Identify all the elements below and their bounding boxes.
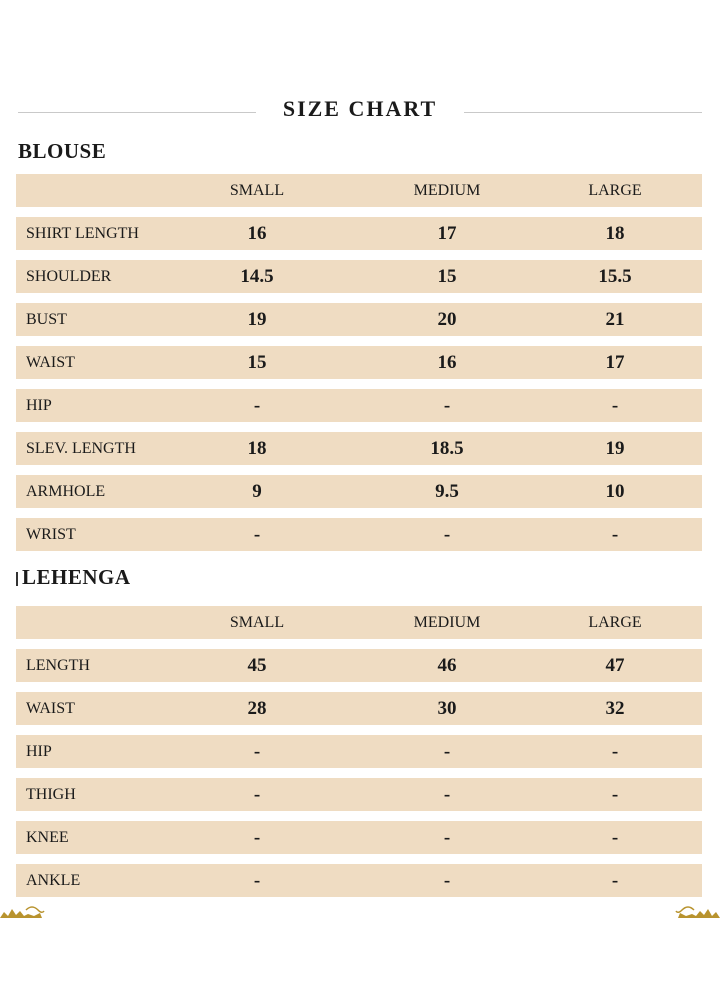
value-large: 18 [605,223,625,244]
table-row [16,389,702,422]
value-small: - [253,741,261,762]
value-medium: 17 [437,223,457,244]
value-large: 19 [605,438,625,459]
value-small: - [253,524,261,545]
value-small: - [253,827,261,848]
row-label: SHOULDER [26,268,112,285]
table-row [16,649,702,682]
row-label: BUST [26,311,67,328]
table-row [16,303,702,336]
gold-ornament-left-icon [0,902,46,918]
value-large: 32 [605,698,625,719]
value-small: 45 [247,655,267,676]
value-medium: - [443,524,451,545]
table-row [16,475,702,508]
table-row [16,778,702,811]
value-large: - [611,827,619,848]
value-small: - [253,870,261,891]
value-medium: 20 [437,309,457,330]
column-header-large: LARGE [588,614,642,631]
value-small: 19 [247,309,267,330]
value-small: - [253,395,261,416]
column-header-medium: MEDIUM [413,182,481,199]
value-medium: - [443,395,451,416]
row-label: WAIST [26,700,75,717]
row-label: WRIST [26,526,76,543]
value-large: - [611,870,619,891]
table-row [16,692,702,725]
table-row [16,821,702,854]
row-label: KNEE [26,829,69,846]
divider-right [464,112,702,113]
column-header-large: LARGE [588,182,642,199]
value-small: 16 [247,223,267,244]
value-small: 28 [247,698,267,719]
table-row [16,864,702,897]
value-medium: 30 [437,698,457,719]
table-row [16,346,702,379]
size-chart-header [18,96,702,130]
value-large: 21 [605,309,625,330]
value-medium: 16 [437,352,457,373]
value-medium: 46 [437,655,457,676]
heading-marker [16,572,18,586]
column-header-small: SMALL [229,614,285,631]
table-header-row [16,174,702,207]
value-small: 14.5 [240,266,274,287]
table-row [16,735,702,768]
column-header-small: SMALL [229,182,285,199]
lehenga-table [16,606,702,907]
value-large: 15.5 [598,266,632,287]
row-label: HIP [26,743,52,760]
table-row [16,518,702,551]
value-medium: 18.5 [430,438,464,459]
value-medium: - [443,741,451,762]
row-label: ARMHOLE [26,483,106,500]
row-label: WAIST [26,354,75,371]
table-row [16,432,702,465]
value-large: - [611,395,619,416]
table-header-row [16,606,702,639]
value-medium: - [443,784,451,805]
value-medium: - [443,870,451,891]
lehenga-heading: LEHENGA [22,565,131,589]
row-label: SLEV. LENGTH [26,440,136,457]
value-large: - [611,784,619,805]
gold-ornament-right-icon [674,902,720,918]
value-medium: 9.5 [435,481,459,502]
value-medium: 15 [437,266,457,287]
column-header-medium: MEDIUM [413,614,481,631]
value-large: 10 [605,481,625,502]
value-small: 9 [252,481,262,502]
value-large: - [611,524,619,545]
value-medium: - [443,827,451,848]
value-large: - [611,741,619,762]
value-small: 15 [247,352,267,373]
table-row [16,260,702,293]
row-label: SHIRT LENGTH [26,225,139,242]
row-label: THIGH [26,786,76,803]
value-large: 17 [605,352,625,373]
row-label: LENGTH [26,657,90,674]
value-small: 18 [247,438,267,459]
row-label: HIP [26,397,52,414]
blouse-heading: BLOUSE [18,139,107,163]
page-title: SIZE CHART [282,96,438,121]
blouse-table [16,174,702,561]
table-row [16,217,702,250]
value-large: 47 [605,655,625,676]
value-small: - [253,784,261,805]
row-label: ANKLE [26,872,81,889]
